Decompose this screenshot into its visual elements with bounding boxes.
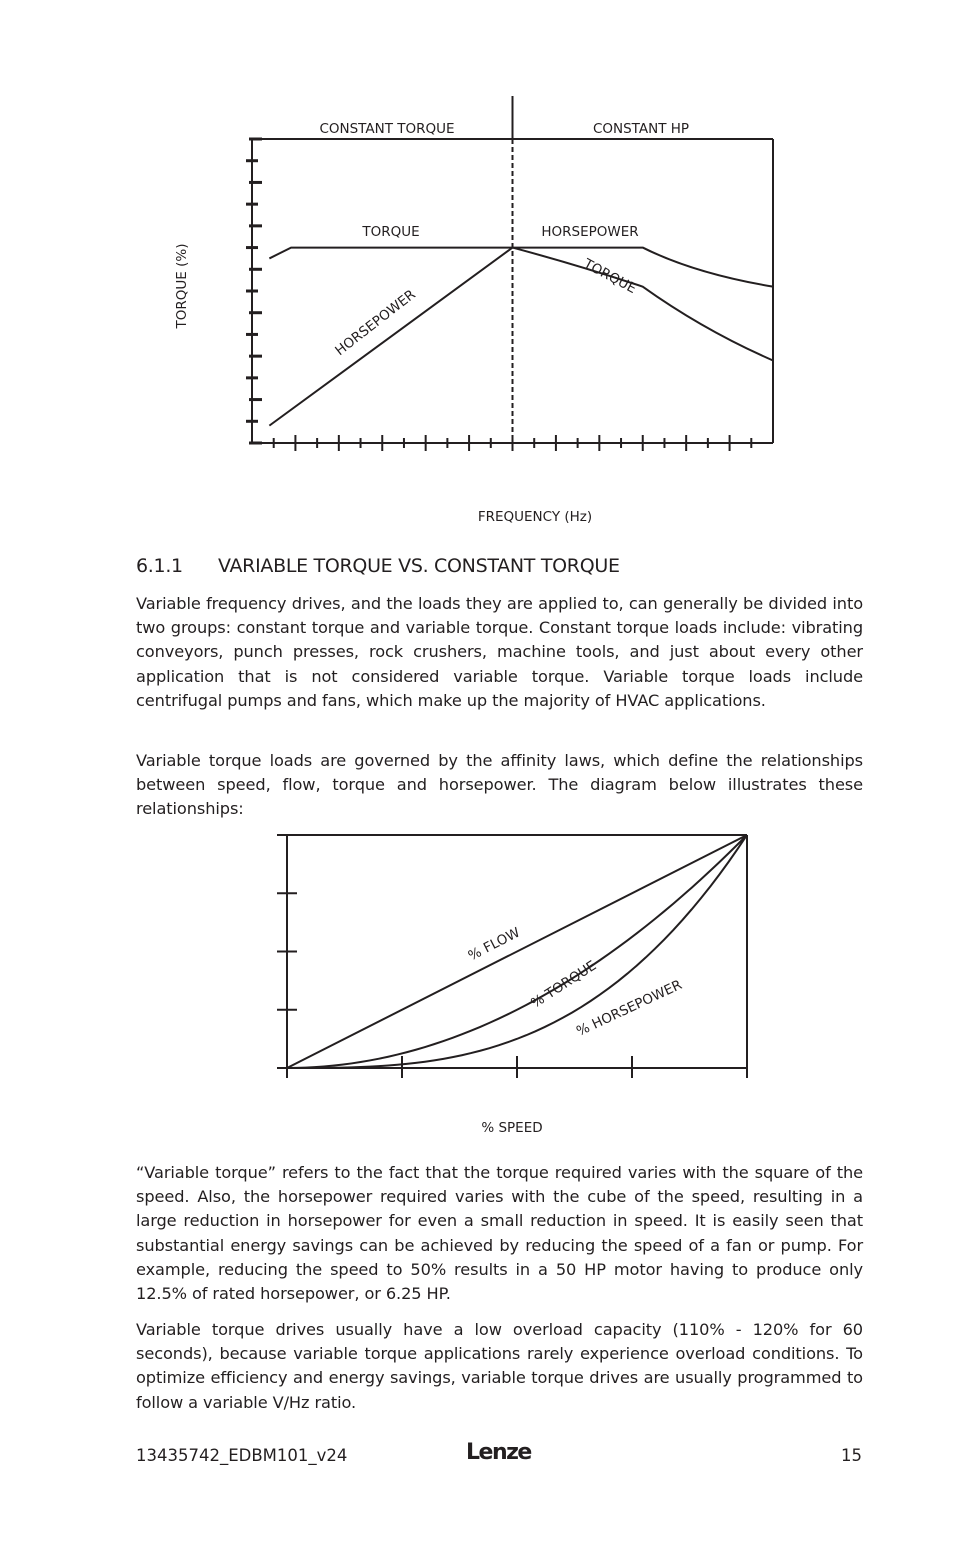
chart1-x-axis-label: FREQUENCY (Hz) [477,509,593,525]
chart2-label-horsepower: % HORSEPOWER [574,976,685,1040]
footer-page-number: 15 [841,1446,862,1465]
paragraph-4: Variable torque drives usually have a low overload capacity (110% - 120% for 60 seconds), because variable torque applications rarely experience overload conditions. To optimize efficiency and energy savings, variable torque drives are usually programmed to follow a variable V/Hz ratio. [136,1320,863,1412]
section-title: VARIABLE TORQUE VS. CONSTANT TORQUE [218,555,620,577]
lenze-logo: Lenze [466,1440,531,1465]
chart1-annotation-horsepower-left: HORSEPOWER [332,286,419,360]
chart2-series [287,835,747,1068]
chart1-annotation-torque-left: TORQUE [362,224,420,240]
chart1-y-axis-label: TORQUE (%) [174,243,190,329]
chart2-label-flow: % FLOW [465,924,523,965]
paragraph-3: “Variable torque” refers to the fact that the torque required varies with the square of the speed. Also, the horsepower required varies with the cube of the speed, resulting in a large reduction in horsepower for even a small reduction in speed. It is easily seen that substantial energy savings can be achieved by reducing the speed of a fan or pump. For example, reducing the speed to 50% results in a 50 HP motor having to produce only 12.5% of rated horsepower, or 6.25 HP. [136,1163,863,1304]
chart2-series-flow [287,835,747,1068]
paragraph-2: Variable torque loads are governed by the affinity laws, which define the relationships between speed, flow, torque and horsepower. The diagram below illustrates these relationships: [136,751,863,819]
chart1-annotation-torque-right: TORQUE [580,255,639,297]
footer-doc-id: 13435742_EDBM101_v24 [136,1446,348,1465]
section-heading [136,555,620,577]
chart1-region-label-constant-torque: CONSTANT TORQUE [319,121,455,137]
torque-frequency-chart [0,80,954,540]
chart1-annotation-horsepower-right: HORSEPOWER [541,224,639,240]
paragraph-1: Variable frequency drives, and the loads they are applied to, can generally be divided into two groups: constant torque and variable torque. Constant torque loads include: vibrating conveyors, punch presses, rock crushers, machine tools, and just about every other application that is not considered variable torque. Variable torque loads include centrifugal pumps and fans, which make up the majority of HVAC applications. [136,594,863,710]
chart2-x-axis-label: % SPEED [481,1120,543,1136]
chart1-axes [246,96,773,451]
affinity-laws-chart [0,822,954,1142]
section-number: 6.1.1 [136,555,183,577]
chart1-region-label-constant-hp: CONSTANT HP [592,121,690,137]
chart2-label-torque: % TORQUE [528,957,600,1012]
